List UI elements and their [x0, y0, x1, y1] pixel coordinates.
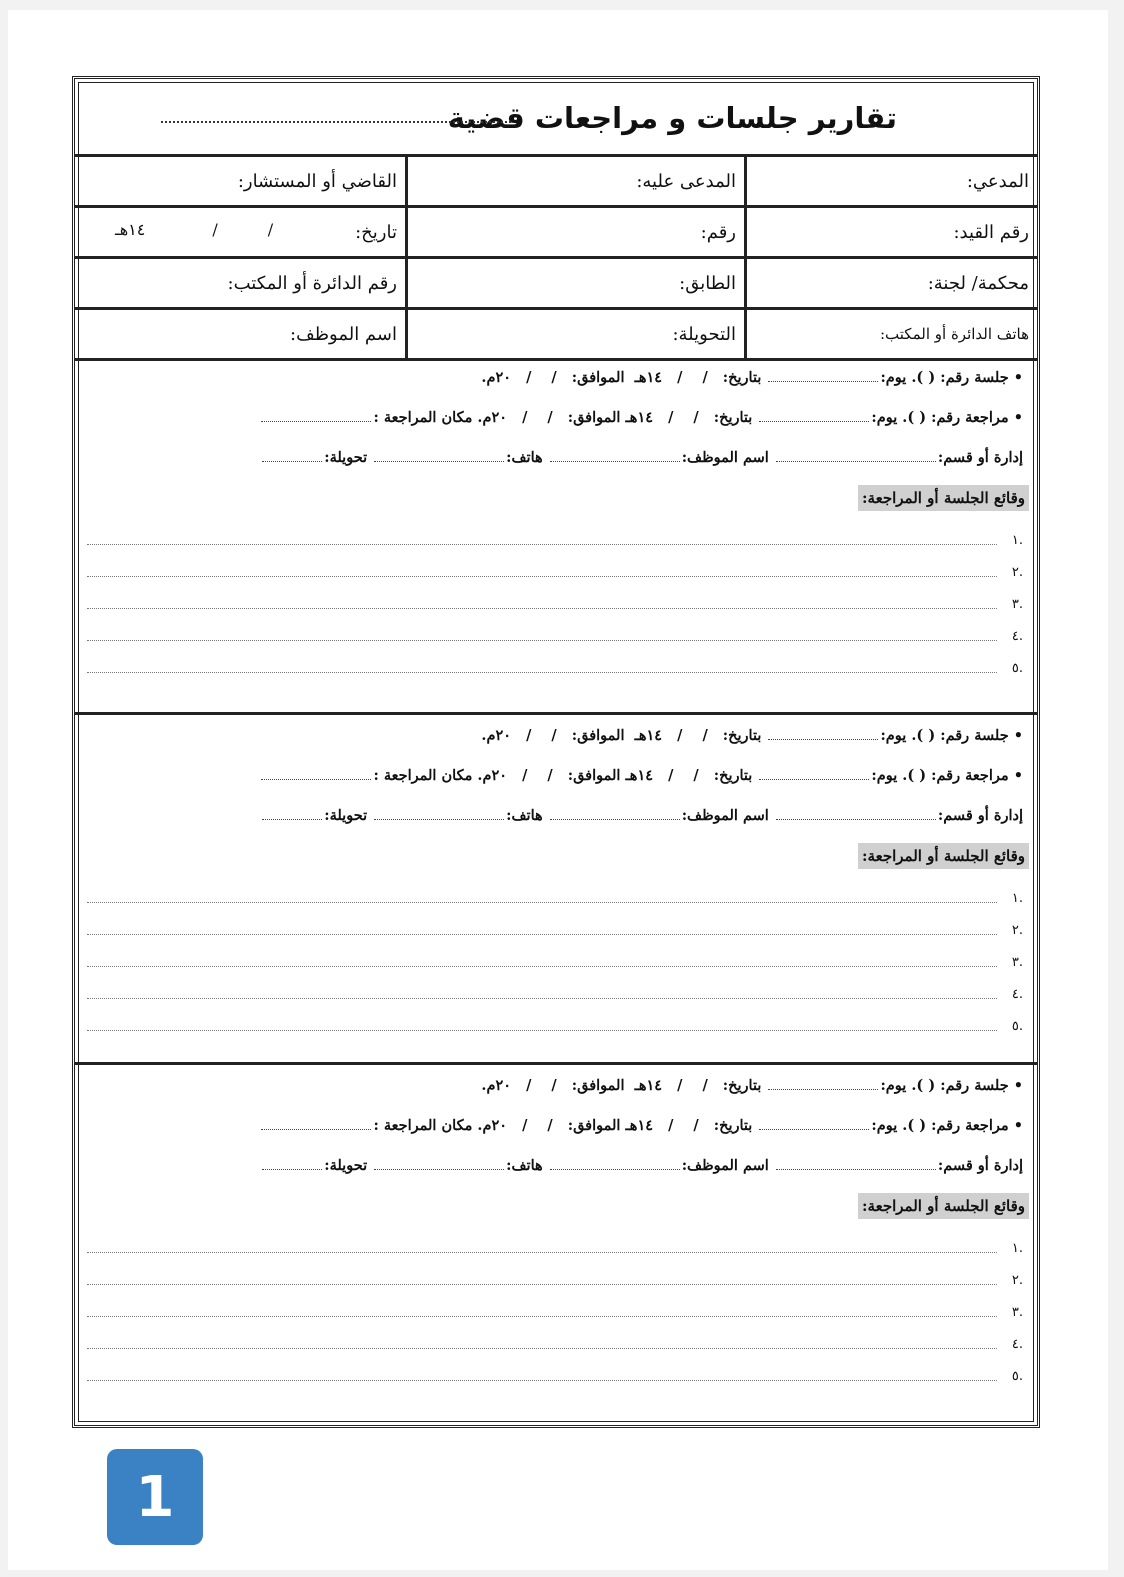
- facts-entry-rule: [87, 672, 997, 673]
- extension-field[interactable]: التحويلة:: [407, 309, 746, 360]
- facts-entry-number: .١: [1011, 533, 1023, 548]
- department-line[interactable]: إدارة أو قسم: اسم الموظف: هاتف: تحويلة:: [260, 807, 1023, 824]
- facts-entry-rule: [87, 608, 997, 609]
- session-block: [75, 357, 1037, 715]
- facts-entry-rule: [87, 1380, 997, 1381]
- facts-entry-rule: [87, 1348, 997, 1349]
- facts-entry-rule: [87, 1252, 997, 1253]
- facts-entry-number: .١: [1011, 891, 1023, 906]
- facts-entry-line[interactable]: [87, 923, 1023, 943]
- facts-entry-number: .٥: [1011, 1369, 1023, 1384]
- facts-entry-rule: [87, 934, 997, 935]
- number-field[interactable]: رقم:: [407, 207, 746, 258]
- plaintiff-field[interactable]: المدعي:: [746, 157, 1038, 207]
- date-suffix: ١٤هـ: [115, 220, 146, 239]
- facts-entry-line[interactable]: [87, 955, 1023, 975]
- facts-entry-line[interactable]: [87, 891, 1023, 911]
- facts-entry-rule: [87, 998, 997, 999]
- facts-entry-number: .٤: [1011, 629, 1023, 644]
- facts-entry-number: .٣: [1011, 955, 1023, 970]
- facts-entry-rule: [87, 966, 997, 967]
- facts-entry-line[interactable]: [87, 1273, 1023, 1293]
- session-line[interactable]: • جلسة رقم: ( ). يوم: بتاريخ: // ١٤هـ الموافق: // ٢٠م.: [481, 727, 1023, 744]
- review-line[interactable]: • مراجعة رقم: ( ). يوم: بتاريخ: // ١٤هـ الموافق: // ٢٠م. مكان المراجعة :: [259, 1117, 1023, 1134]
- review-line[interactable]: • مراجعة رقم: ( ). يوم: بتاريخ: // ١٤هـ الموافق: // ٢٠م. مكان المراجعة :: [259, 409, 1023, 426]
- review-line[interactable]: • مراجعة رقم: ( ). يوم: بتاريخ: // ١٤هـ الموافق: // ٢٠م. مكان المراجعة :: [259, 767, 1023, 784]
- date-label: تاريخ:: [355, 221, 397, 243]
- form-frame: [72, 76, 1040, 1428]
- facts-entry-line[interactable]: [87, 1305, 1023, 1325]
- defendant-field[interactable]: المدعى عليه:: [407, 157, 746, 207]
- date-field[interactable]: [75, 207, 407, 258]
- facts-entry-line[interactable]: [87, 565, 1023, 585]
- circuit-phone-field[interactable]: هاتف الدائرة أو المكتب:: [746, 309, 1038, 360]
- department-line[interactable]: إدارة أو قسم: اسم الموظف: هاتف: تحويلة:: [260, 1157, 1023, 1174]
- facts-entry-rule: [87, 1316, 997, 1317]
- session-block: [75, 715, 1037, 1065]
- facts-entry-number: .٥: [1011, 1019, 1023, 1034]
- facts-entry-number: .٢: [1011, 923, 1023, 938]
- page-number-badge: 1: [107, 1449, 203, 1545]
- judge-field[interactable]: القاضي أو المستشار:: [75, 157, 407, 207]
- facts-entry-rule: [87, 576, 997, 577]
- facts-entry-line[interactable]: [87, 1019, 1023, 1039]
- facts-entry-line[interactable]: [87, 987, 1023, 1007]
- facts-entry-line[interactable]: [87, 597, 1023, 617]
- facts-entry-number: .٣: [1011, 1305, 1023, 1320]
- facts-entry-number: .٤: [1011, 987, 1023, 1002]
- department-line[interactable]: إدارة أو قسم: اسم الموظف: هاتف: تحويلة:: [260, 449, 1023, 466]
- facts-heading: وقائع الجلسة أو المراجعة:: [858, 485, 1029, 511]
- facts-heading: وقائع الجلسة أو المراجعة:: [858, 1193, 1029, 1219]
- title-row: [75, 79, 1037, 157]
- facts-heading: وقائع الجلسة أو المراجعة:: [858, 843, 1029, 869]
- facts-entry-rule: [87, 544, 997, 545]
- session-block: [75, 1065, 1037, 1421]
- session-line[interactable]: • جلسة رقم: ( ). يوم: بتاريخ: // ١٤هـ الموافق: // ٢٠م.: [481, 369, 1023, 386]
- facts-entry-number: .٢: [1011, 565, 1023, 580]
- floor-field[interactable]: الطابق:: [407, 258, 746, 309]
- facts-entry-line[interactable]: [87, 1337, 1023, 1357]
- facts-entry-number: .٣: [1011, 597, 1023, 612]
- session-line[interactable]: • جلسة رقم: ( ). يوم: بتاريخ: // ١٤هـ الموافق: // ٢٠م.: [481, 1077, 1023, 1094]
- facts-entry-line[interactable]: [87, 661, 1023, 681]
- facts-entry-line[interactable]: [87, 1369, 1023, 1389]
- facts-entry-rule: [87, 640, 997, 641]
- facts-entry-number: .٤: [1011, 1337, 1023, 1352]
- facts-entry-rule: [87, 1284, 997, 1285]
- facts-entry-line[interactable]: [87, 1241, 1023, 1261]
- form-title: تقارير جلسات و مراجعات قضية: [447, 101, 897, 135]
- record-no-field[interactable]: رقم القيد:: [746, 207, 1038, 258]
- facts-entry-number: .١: [1011, 1241, 1023, 1256]
- case-info-table: [75, 157, 1037, 361]
- date-marks: ١٤هـ / /: [115, 220, 274, 239]
- facts-entry-rule: [87, 902, 997, 903]
- facts-entry-number: .٥: [1011, 661, 1023, 676]
- court-field[interactable]: محكمة/ لجنة:: [746, 258, 1038, 309]
- employee-field[interactable]: اسم الموظف:: [75, 309, 407, 360]
- facts-entry-line[interactable]: [87, 629, 1023, 649]
- facts-entry-rule: [87, 1030, 997, 1031]
- facts-entry-number: .٢: [1011, 1273, 1023, 1288]
- title-fill-line[interactable]: [161, 121, 511, 123]
- facts-entry-line[interactable]: [87, 533, 1023, 553]
- circuit-no-field[interactable]: رقم الدائرة أو المكتب:: [75, 258, 407, 309]
